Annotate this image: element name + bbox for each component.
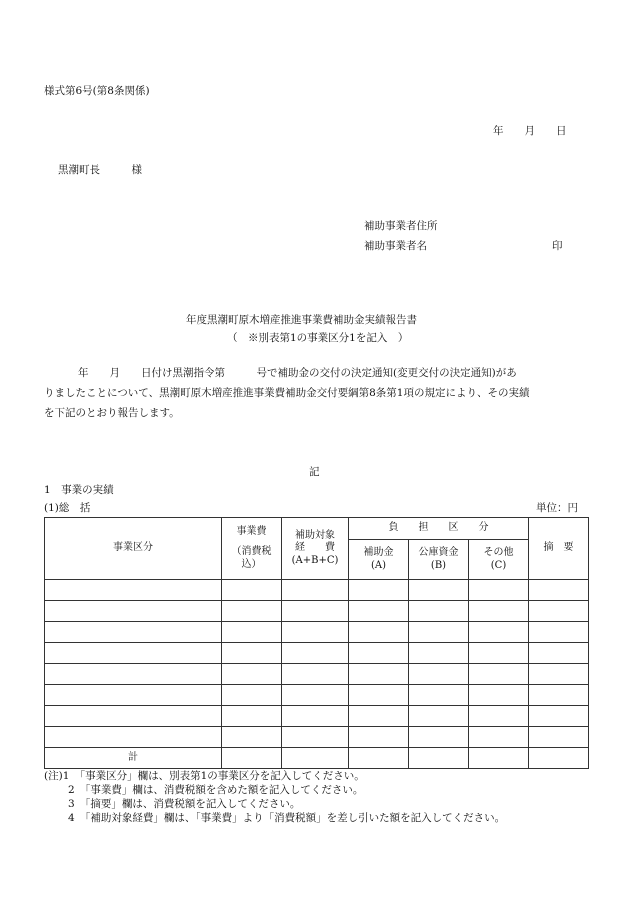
ki-heading: 記 [309,466,320,478]
note-4: 4 「補助対象経費」欄は、「事業費」より「消費税額」を差し引いた額を記入してください。 [68,812,506,824]
header-subsidy: 補助金 (A) [349,540,409,580]
unit-label: 単位：円 [536,502,578,514]
summary-label: (1)総 括 [44,502,91,514]
table-row [45,622,589,643]
date-line: 年 月 日 [493,125,567,137]
header-cost: 事業費 （消費税 込） [222,518,282,580]
total-label: 計 [45,748,222,769]
body-text-line-3: を下記のとおり報告します。 [44,407,180,419]
body-text-line-2: りましたことについて、黒潮町原木増産推進事業費補助金交付要綱第8条第1項の規定により、その実績 [44,387,530,399]
form-number: 様式第6号(第8条関係) [44,85,150,97]
table-row [45,706,589,727]
applicant-name-label: 補助事業者名 [364,240,427,252]
note-3: 3 「摘要」欄は、消費税額を記入してください。 [68,798,301,810]
total-row [45,748,589,769]
table-row [45,685,589,706]
body-text-line-1: 年 月 日付け黒潮指令第 号で補助金の交付の決定通知(変更交付の決定通知)があ [78,367,517,379]
seal-mark: 印 [552,240,563,252]
applicant-address-label: 補助事業者住所 [364,220,438,232]
header-eligible-cost: 補助対象 経 費 (A+B+C) [282,518,349,580]
header-public-fund: 公庫資金 (B) [409,540,469,580]
note-2: 2 「事業費」欄は、消費税額を含めた額を記入してください。 [68,784,364,796]
summary-table [44,517,589,769]
header-remarks: 摘 要 [529,518,589,580]
table-row [45,727,589,748]
report-title: 年度黒潮町原木増産推進事業費補助金実績報告書 [186,314,417,326]
table-row [45,643,589,664]
header-category: 事業区分 [45,518,222,580]
section-1-heading: 1 事業の実績 [44,484,114,496]
note-1: (注)1 「事業区分」欄は、別表第1の事業区分を記入してください。 [44,770,365,782]
report-subtitle: （ ※別表第1の事業区分1を記入 ） [227,332,409,344]
table-row [45,580,589,601]
table-row [45,601,589,622]
table-row [45,664,589,685]
addressee: 黒潮町長 様 [58,164,142,176]
header-other: その他 (C) [469,540,529,580]
header-burden: 負 担 区 分 [349,518,529,540]
